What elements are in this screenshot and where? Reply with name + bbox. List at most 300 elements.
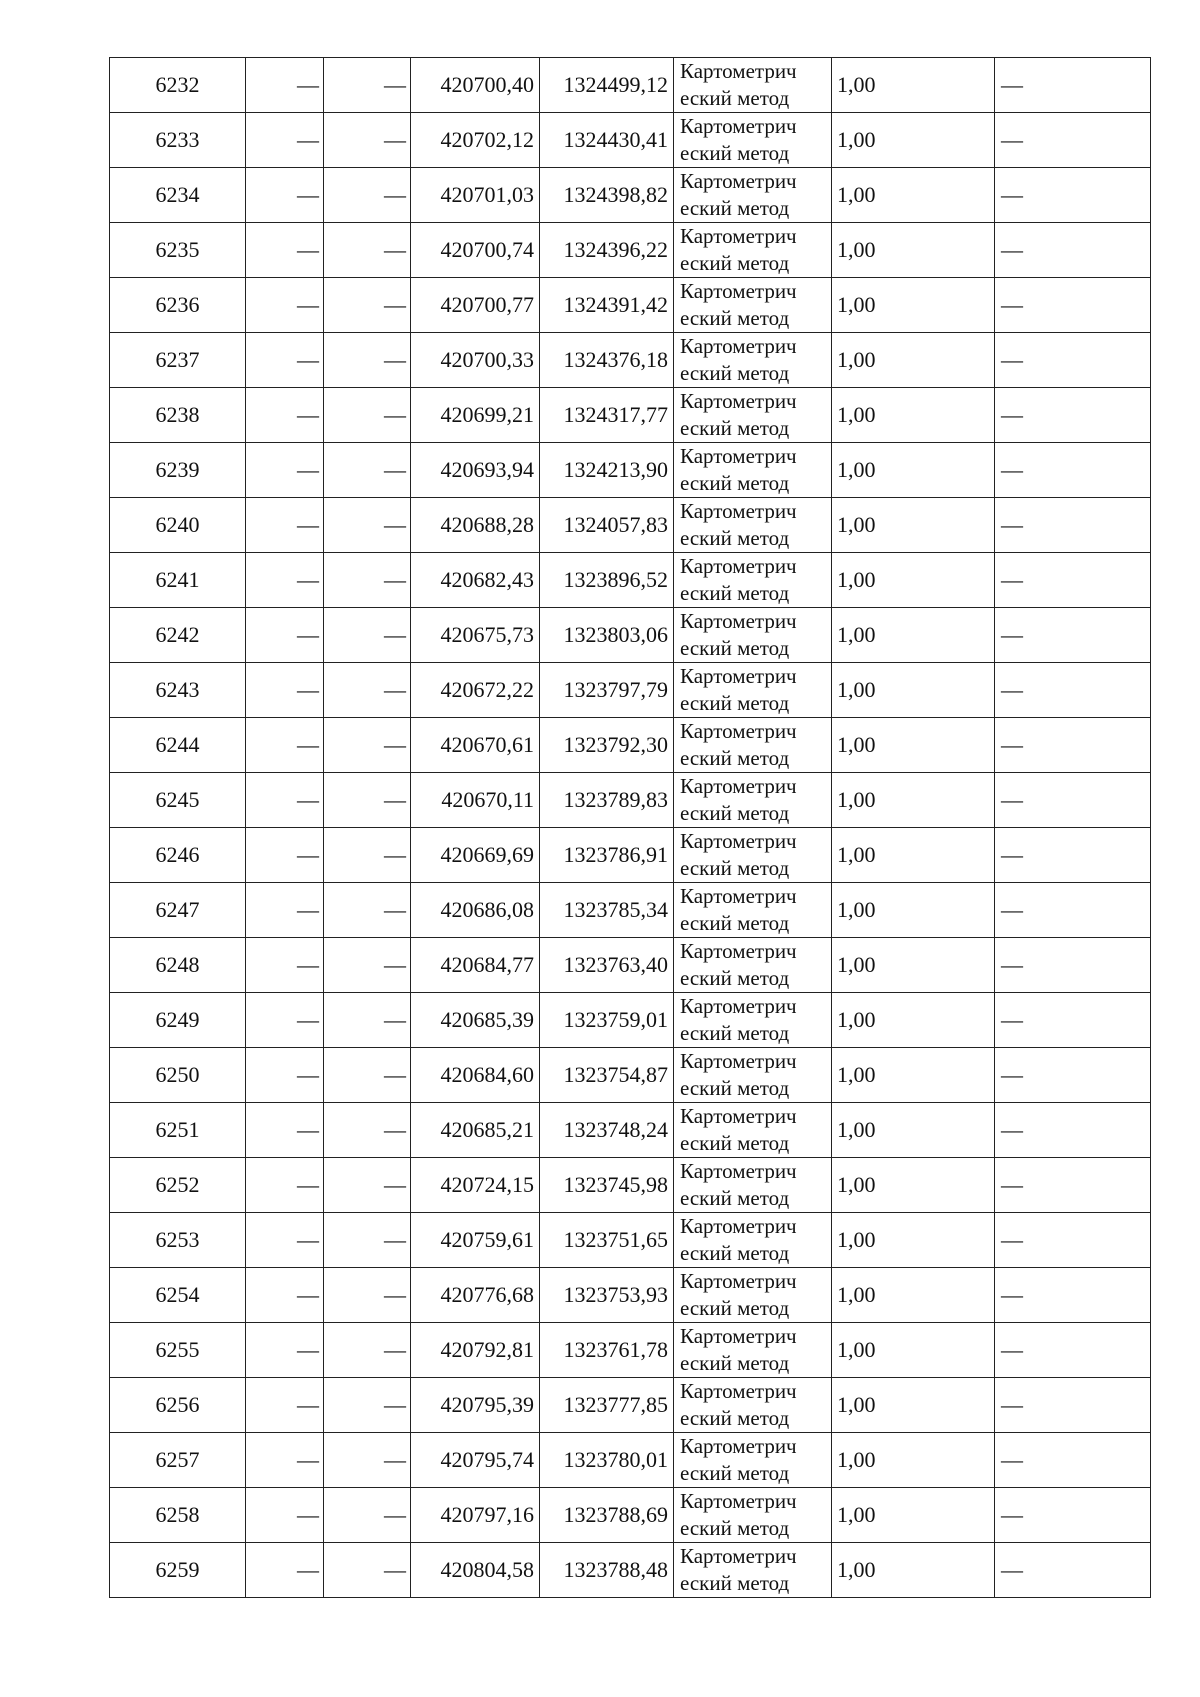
empty-cell-dash: —	[324, 938, 411, 993]
empty-cell-dash: —	[324, 1103, 411, 1158]
empty-cell-dash: —	[246, 58, 324, 113]
point-number: 6246	[110, 828, 246, 883]
point-number: 6247	[110, 883, 246, 938]
method-cell	[674, 553, 832, 608]
y-coordinate: 1323754,87	[540, 1048, 674, 1103]
empty-cell-dash: —	[246, 443, 324, 498]
method-cell	[674, 1213, 832, 1268]
empty-cell-dash: —	[246, 113, 324, 168]
empty-cell-dash: —	[324, 443, 411, 498]
x-coordinate: 420804,58	[411, 1543, 540, 1598]
point-number: 6255	[110, 1323, 246, 1378]
empty-cell-dash: —	[246, 553, 324, 608]
method-text: еский метод	[680, 1131, 790, 1155]
method-cell	[674, 1158, 832, 1213]
empty-cell-dash: —	[246, 1433, 324, 1488]
note-dash: —	[995, 498, 1151, 553]
point-number: 6256	[110, 1378, 246, 1433]
method-text: Картометрич	[680, 884, 797, 908]
table-row	[110, 1488, 1151, 1543]
accuracy-value: 1,00	[832, 443, 995, 498]
method-cell	[674, 773, 832, 828]
table-row	[110, 1103, 1151, 1158]
method-text: Картометрич	[680, 114, 797, 138]
y-coordinate: 1324396,22	[540, 223, 674, 278]
x-coordinate: 420686,08	[411, 883, 540, 938]
method-cell	[674, 498, 832, 553]
method-cell	[674, 1268, 832, 1323]
table-row	[110, 1213, 1151, 1268]
empty-cell-dash: —	[324, 553, 411, 608]
table-row	[110, 1158, 1151, 1213]
point-number: 6251	[110, 1103, 246, 1158]
y-coordinate: 1324499,12	[540, 58, 674, 113]
empty-cell-dash: —	[324, 388, 411, 443]
method-text: еский метод	[680, 1461, 790, 1485]
table-row	[110, 993, 1151, 1048]
method-text: еский метод	[680, 361, 790, 385]
method-text: еский метод	[680, 141, 790, 165]
method-text: еский метод	[680, 911, 790, 935]
method-text: еский метод	[680, 416, 790, 440]
point-number: 6241	[110, 553, 246, 608]
x-coordinate: 420776,68	[411, 1268, 540, 1323]
point-number: 6238	[110, 388, 246, 443]
x-coordinate: 420684,77	[411, 938, 540, 993]
accuracy-value: 1,00	[832, 1433, 995, 1488]
point-number: 6245	[110, 773, 246, 828]
method-text: Картометрич	[680, 664, 797, 688]
method-text: Картометрич	[680, 1324, 797, 1348]
method-text: Картометрич	[680, 1379, 797, 1403]
x-coordinate: 420700,74	[411, 223, 540, 278]
note-dash: —	[995, 1158, 1151, 1213]
empty-cell-dash: —	[324, 168, 411, 223]
accuracy-value: 1,00	[832, 993, 995, 1048]
method-text: Картометрич	[680, 1214, 797, 1238]
method-cell	[674, 938, 832, 993]
y-coordinate: 1323753,93	[540, 1268, 674, 1323]
empty-cell-dash: —	[246, 1213, 324, 1268]
y-coordinate: 1323786,91	[540, 828, 674, 883]
y-coordinate: 1323759,01	[540, 993, 674, 1048]
empty-cell-dash: —	[324, 718, 411, 773]
y-coordinate: 1324317,77	[540, 388, 674, 443]
x-coordinate: 420670,11	[411, 773, 540, 828]
table-body	[110, 58, 1151, 1598]
empty-cell-dash: —	[324, 278, 411, 333]
y-coordinate: 1323777,85	[540, 1378, 674, 1433]
empty-cell-dash: —	[324, 1213, 411, 1268]
table-row	[110, 1323, 1151, 1378]
method-text: Картометрич	[680, 1489, 797, 1513]
empty-cell-dash: —	[246, 1378, 324, 1433]
y-coordinate: 1323763,40	[540, 938, 674, 993]
point-number: 6259	[110, 1543, 246, 1598]
accuracy-value: 1,00	[832, 883, 995, 938]
method-text: Картометрич	[680, 1544, 797, 1568]
method-text: еский метод	[680, 526, 790, 550]
empty-cell-dash: —	[246, 718, 324, 773]
note-dash: —	[995, 443, 1151, 498]
method-text: еский метод	[680, 306, 790, 330]
x-coordinate: 420682,43	[411, 553, 540, 608]
x-coordinate: 420702,12	[411, 113, 540, 168]
point-number: 6258	[110, 1488, 246, 1543]
empty-cell-dash: —	[246, 1103, 324, 1158]
method-cell	[674, 883, 832, 938]
method-text: Картометрич	[680, 719, 797, 743]
table-row	[110, 223, 1151, 278]
note-dash: —	[995, 773, 1151, 828]
x-coordinate: 420670,61	[411, 718, 540, 773]
empty-cell-dash: —	[324, 1048, 411, 1103]
x-coordinate: 420693,94	[411, 443, 540, 498]
empty-cell-dash: —	[246, 993, 324, 1048]
note-dash: —	[995, 1048, 1151, 1103]
accuracy-value: 1,00	[832, 223, 995, 278]
note-dash: —	[995, 938, 1151, 993]
empty-cell-dash: —	[324, 498, 411, 553]
method-cell	[674, 443, 832, 498]
x-coordinate: 420700,33	[411, 333, 540, 388]
accuracy-value: 1,00	[832, 498, 995, 553]
method-text: Картометрич	[680, 224, 797, 248]
note-dash: —	[995, 1268, 1151, 1323]
empty-cell-dash: —	[246, 883, 324, 938]
method-text: еский метод	[680, 856, 790, 880]
accuracy-value: 1,00	[832, 938, 995, 993]
method-text: еский метод	[680, 1406, 790, 1430]
note-dash: —	[995, 1213, 1151, 1268]
accuracy-value: 1,00	[832, 718, 995, 773]
method-text: Картометрич	[680, 499, 797, 523]
method-text: Картометрич	[680, 1269, 797, 1293]
accuracy-value: 1,00	[832, 1323, 995, 1378]
method-text: Картометрич	[680, 554, 797, 578]
y-coordinate: 1324376,18	[540, 333, 674, 388]
x-coordinate: 420675,73	[411, 608, 540, 663]
y-coordinate: 1323789,83	[540, 773, 674, 828]
table-row	[110, 718, 1151, 773]
empty-cell-dash: —	[324, 773, 411, 828]
accuracy-value: 1,00	[832, 828, 995, 883]
accuracy-value: 1,00	[832, 1543, 995, 1598]
accuracy-value: 1,00	[832, 608, 995, 663]
method-text: Картометрич	[680, 1434, 797, 1458]
note-dash: —	[995, 223, 1151, 278]
y-coordinate: 1323748,24	[540, 1103, 674, 1158]
y-coordinate: 1324391,42	[540, 278, 674, 333]
method-text: еский метод	[680, 1186, 790, 1210]
empty-cell-dash: —	[324, 1268, 411, 1323]
point-number: 6237	[110, 333, 246, 388]
empty-cell-dash: —	[324, 113, 411, 168]
method-cell	[674, 113, 832, 168]
method-cell	[674, 223, 832, 278]
table-row	[110, 443, 1151, 498]
note-dash: —	[995, 388, 1151, 443]
table-row	[110, 168, 1151, 223]
x-coordinate: 420699,21	[411, 388, 540, 443]
empty-cell-dash: —	[246, 828, 324, 883]
table-row	[110, 1048, 1151, 1103]
note-dash: —	[995, 113, 1151, 168]
point-number: 6254	[110, 1268, 246, 1323]
method-text: еский метод	[680, 746, 790, 770]
empty-cell-dash: —	[324, 828, 411, 883]
table-row	[110, 498, 1151, 553]
empty-cell-dash: —	[246, 608, 324, 663]
y-coordinate: 1323751,65	[540, 1213, 674, 1268]
method-text: Картометрич	[680, 334, 797, 358]
note-dash: —	[995, 883, 1151, 938]
method-cell	[674, 333, 832, 388]
empty-cell-dash: —	[324, 1323, 411, 1378]
empty-cell-dash: —	[324, 1543, 411, 1598]
empty-cell-dash: —	[324, 223, 411, 278]
method-text: Картометрич	[680, 1104, 797, 1128]
method-cell	[674, 278, 832, 333]
x-coordinate: 420797,16	[411, 1488, 540, 1543]
method-text: Картометрич	[680, 389, 797, 413]
x-coordinate: 420700,77	[411, 278, 540, 333]
empty-cell-dash: —	[246, 498, 324, 553]
note-dash: —	[995, 1488, 1151, 1543]
x-coordinate: 420724,15	[411, 1158, 540, 1213]
table-row	[110, 883, 1151, 938]
empty-cell-dash: —	[246, 388, 324, 443]
empty-cell-dash: —	[246, 773, 324, 828]
method-text: еский метод	[680, 581, 790, 605]
note-dash: —	[995, 1433, 1151, 1488]
table-row	[110, 1433, 1151, 1488]
point-number: 6257	[110, 1433, 246, 1488]
table-row	[110, 828, 1151, 883]
method-cell	[674, 1378, 832, 1433]
empty-cell-dash: —	[324, 333, 411, 388]
empty-cell-dash: —	[324, 1378, 411, 1433]
accuracy-value: 1,00	[832, 388, 995, 443]
note-dash: —	[995, 1378, 1151, 1433]
table-row	[110, 388, 1151, 443]
method-text: еский метод	[680, 251, 790, 275]
note-dash: —	[995, 1543, 1151, 1598]
table-row	[110, 663, 1151, 718]
table-row	[110, 938, 1151, 993]
method-text: Картометрич	[680, 774, 797, 798]
table-row	[110, 58, 1151, 113]
table-row	[110, 113, 1151, 168]
y-coordinate: 1323745,98	[540, 1158, 674, 1213]
y-coordinate: 1323785,34	[540, 883, 674, 938]
method-cell	[674, 1103, 832, 1158]
point-number: 6234	[110, 168, 246, 223]
point-number: 6236	[110, 278, 246, 333]
empty-cell-dash: —	[246, 1323, 324, 1378]
method-text: еский метод	[680, 471, 790, 495]
method-text: Картометрич	[680, 169, 797, 193]
x-coordinate: 420701,03	[411, 168, 540, 223]
accuracy-value: 1,00	[832, 1213, 995, 1268]
accuracy-value: 1,00	[832, 663, 995, 718]
note-dash: —	[995, 1103, 1151, 1158]
x-coordinate: 420684,60	[411, 1048, 540, 1103]
accuracy-value: 1,00	[832, 1158, 995, 1213]
empty-cell-dash: —	[324, 663, 411, 718]
empty-cell-dash: —	[246, 333, 324, 388]
note-dash: —	[995, 608, 1151, 663]
empty-cell-dash: —	[246, 938, 324, 993]
method-text: Картометрич	[680, 444, 797, 468]
y-coordinate: 1323896,52	[540, 553, 674, 608]
method-text: Картометрич	[680, 609, 797, 633]
note-dash: —	[995, 993, 1151, 1048]
accuracy-value: 1,00	[832, 1103, 995, 1158]
method-text: Картометрич	[680, 279, 797, 303]
method-text: еский метод	[680, 801, 790, 825]
table-row	[110, 1268, 1151, 1323]
x-coordinate: 420700,40	[411, 58, 540, 113]
point-number: 6242	[110, 608, 246, 663]
method-text: еский метод	[680, 1516, 790, 1540]
point-number: 6248	[110, 938, 246, 993]
table-row	[110, 608, 1151, 663]
table-row	[110, 773, 1151, 828]
method-text: еский метод	[680, 1296, 790, 1320]
accuracy-value: 1,00	[832, 1488, 995, 1543]
accuracy-value: 1,00	[832, 333, 995, 388]
method-text: Картометрич	[680, 939, 797, 963]
accuracy-value: 1,00	[832, 1378, 995, 1433]
x-coordinate: 420759,61	[411, 1213, 540, 1268]
empty-cell-dash: —	[246, 168, 324, 223]
empty-cell-dash: —	[246, 1158, 324, 1213]
x-coordinate: 420795,74	[411, 1433, 540, 1488]
accuracy-value: 1,00	[832, 168, 995, 223]
empty-cell-dash: —	[324, 1433, 411, 1488]
method-cell	[674, 168, 832, 223]
table-row	[110, 1543, 1151, 1598]
table-row	[110, 278, 1151, 333]
point-number: 6249	[110, 993, 246, 1048]
method-cell	[674, 828, 832, 883]
point-number: 6253	[110, 1213, 246, 1268]
note-dash: —	[995, 718, 1151, 773]
method-text: еский метод	[680, 636, 790, 660]
point-number: 6243	[110, 663, 246, 718]
point-number: 6250	[110, 1048, 246, 1103]
method-text: еский метод	[680, 691, 790, 715]
empty-cell-dash: —	[246, 1488, 324, 1543]
method-text: еский метод	[680, 1241, 790, 1265]
x-coordinate: 420795,39	[411, 1378, 540, 1433]
note-dash: —	[995, 333, 1151, 388]
note-dash: —	[995, 278, 1151, 333]
note-dash: —	[995, 1323, 1151, 1378]
accuracy-value: 1,00	[832, 773, 995, 828]
method-cell	[674, 608, 832, 663]
method-cell	[674, 993, 832, 1048]
y-coordinate: 1323788,69	[540, 1488, 674, 1543]
empty-cell-dash: —	[246, 663, 324, 718]
y-coordinate: 1323803,06	[540, 608, 674, 663]
empty-cell-dash: —	[246, 1268, 324, 1323]
empty-cell-dash: —	[324, 1488, 411, 1543]
method-text: Картометрич	[680, 1159, 797, 1183]
accuracy-value: 1,00	[832, 553, 995, 608]
x-coordinate: 420669,69	[411, 828, 540, 883]
y-coordinate: 1323761,78	[540, 1323, 674, 1378]
method-cell	[674, 718, 832, 773]
note-dash: —	[995, 663, 1151, 718]
empty-cell-dash: —	[246, 278, 324, 333]
method-cell	[674, 1048, 832, 1103]
method-text: еский метод	[680, 1571, 790, 1595]
point-number: 6252	[110, 1158, 246, 1213]
y-coordinate: 1324398,82	[540, 168, 674, 223]
y-coordinate: 1324213,90	[540, 443, 674, 498]
x-coordinate: 420685,39	[411, 993, 540, 1048]
method-text: Картометрич	[680, 1049, 797, 1073]
y-coordinate: 1323792,30	[540, 718, 674, 773]
y-coordinate: 1323797,79	[540, 663, 674, 718]
empty-cell-dash: —	[324, 1158, 411, 1213]
x-coordinate: 420672,22	[411, 663, 540, 718]
x-coordinate: 420792,81	[411, 1323, 540, 1378]
y-coordinate: 1324430,41	[540, 113, 674, 168]
y-coordinate: 1323780,01	[540, 1433, 674, 1488]
empty-cell-dash: —	[324, 58, 411, 113]
method-cell	[674, 1323, 832, 1378]
point-number: 6233	[110, 113, 246, 168]
method-cell	[674, 1433, 832, 1488]
method-text: еский метод	[680, 196, 790, 220]
method-cell	[674, 58, 832, 113]
empty-cell-dash: —	[246, 223, 324, 278]
table-row	[110, 333, 1151, 388]
table-row	[110, 1378, 1151, 1433]
accuracy-value: 1,00	[832, 278, 995, 333]
x-coordinate: 420685,21	[411, 1103, 540, 1158]
method-cell	[674, 663, 832, 718]
y-coordinate: 1324057,83	[540, 498, 674, 553]
x-coordinate: 420688,28	[411, 498, 540, 553]
empty-cell-dash: —	[324, 883, 411, 938]
method-text: еский метод	[680, 1351, 790, 1375]
method-text: Картометрич	[680, 829, 797, 853]
point-number: 6232	[110, 58, 246, 113]
y-coordinate: 1323788,48	[540, 1543, 674, 1598]
empty-cell-dash: —	[324, 993, 411, 1048]
accuracy-value: 1,00	[832, 1048, 995, 1103]
method-cell	[674, 1543, 832, 1598]
note-dash: —	[995, 58, 1151, 113]
empty-cell-dash: —	[246, 1543, 324, 1598]
coordinates-table	[109, 57, 1151, 1598]
point-number: 6240	[110, 498, 246, 553]
method-text: Картометрич	[680, 994, 797, 1018]
accuracy-value: 1,00	[832, 1268, 995, 1323]
note-dash: —	[995, 553, 1151, 608]
point-number: 6235	[110, 223, 246, 278]
accuracy-value: 1,00	[832, 113, 995, 168]
method-text: еский метод	[680, 966, 790, 990]
method-cell	[674, 388, 832, 443]
method-cell	[674, 1488, 832, 1543]
accuracy-value: 1,00	[832, 58, 995, 113]
method-text: еский метод	[680, 1021, 790, 1045]
